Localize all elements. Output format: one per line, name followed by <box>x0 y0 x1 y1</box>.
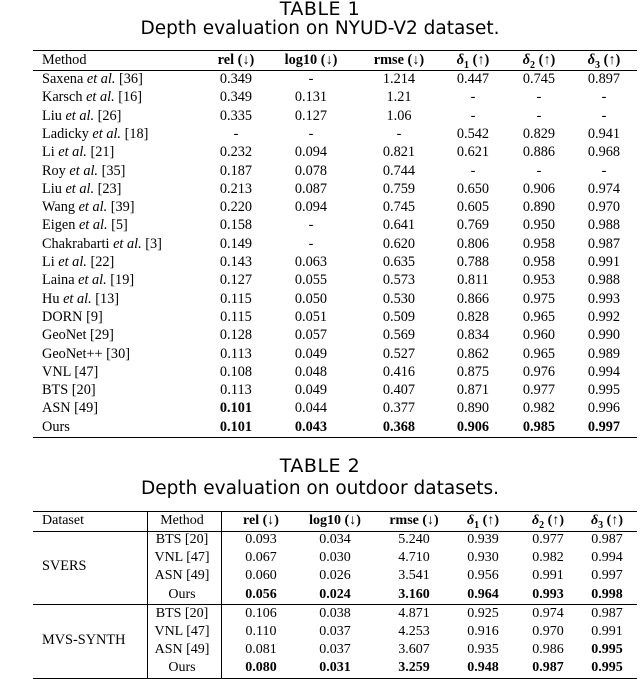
value-cell: 3.160 <box>398 586 430 602</box>
value-cell: 0.988 <box>587 272 621 289</box>
value-cell: - <box>536 162 542 179</box>
value-cell: 0.087 <box>294 180 328 197</box>
value-cell: 0.621 <box>456 144 490 161</box>
value-cell: 0.987 <box>532 660 564 676</box>
value-cell: 0.349 <box>219 89 253 106</box>
value-cell: 0.811 <box>457 272 489 289</box>
value-cell: 4.710 <box>398 550 430 566</box>
table1-row <box>0 162 640 180</box>
value-cell: 0.834 <box>456 327 490 344</box>
value-cell: 0.871 <box>456 382 490 399</box>
value-cell: 0.044 <box>294 400 328 417</box>
value-cell: 0.416 <box>382 363 416 380</box>
value-cell: 0.990 <box>587 327 621 344</box>
table1-caption: Depth evaluation on NYUD-V2 dataset. <box>140 18 500 39</box>
value-cell: 0.127 <box>219 272 253 289</box>
value-cell: 0.093 <box>245 532 277 547</box>
value-cell: 0.038 <box>319 605 351 621</box>
method-cell: Hu et al. [13] <box>42 290 120 307</box>
value-cell: 0.049 <box>294 345 328 362</box>
method-cell: Chakrabarti et al. [3] <box>42 235 162 252</box>
value-cell: 0.862 <box>456 345 490 362</box>
method-cell: BTS [20] <box>42 382 96 399</box>
value-cell: 0.078 <box>294 162 328 179</box>
value-cell: 0.620 <box>382 235 416 252</box>
method-cell: VNL [47] <box>154 624 210 639</box>
value-cell: - <box>308 235 314 252</box>
value-cell: 1.214 <box>382 71 416 87</box>
value-cell: 0.034 <box>319 532 351 547</box>
table2-header-col: $\delta_3$ (↑) <box>591 513 623 531</box>
method-cell: Ladicky et al. [18] <box>42 125 149 142</box>
value-cell: 0.977 <box>532 532 564 547</box>
table2-caption: Depth evaluation on outdoor datasets. <box>141 478 499 499</box>
value-cell: 0.149 <box>219 235 253 252</box>
value-cell: 0.542 <box>456 125 490 142</box>
value-cell: 0.821 <box>382 144 416 161</box>
table2-header-row <box>0 512 640 530</box>
table2-header-col: log10 (↓) <box>309 513 361 528</box>
value-cell: 0.958 <box>522 235 556 252</box>
value-cell: 0.985 <box>522 418 556 435</box>
value-cell: 0.143 <box>219 254 253 270</box>
value-cell: 0.989 <box>587 345 621 362</box>
table2-row <box>0 549 640 567</box>
value-cell: 1.21 <box>386 89 412 106</box>
value-cell: 0.605 <box>456 199 490 216</box>
value-cell: 0.569 <box>382 327 416 344</box>
value-cell: 0.948 <box>467 660 499 676</box>
value-cell: 0.982 <box>522 400 556 417</box>
value-cell: 4.253 <box>398 624 430 639</box>
method-cell: Eigen et al. [5] <box>42 217 128 234</box>
dataset-label: MVS-SYNTH <box>42 632 126 649</box>
table1-header-col: rmse (↓) <box>373 52 425 68</box>
value-cell: 0.043 <box>294 418 328 435</box>
value-cell: 0.769 <box>456 217 490 234</box>
value-cell: 0.232 <box>219 144 253 161</box>
value-cell: 0.158 <box>219 217 253 234</box>
value-cell: 0.997 <box>587 418 621 435</box>
value-cell: 0.939 <box>467 532 499 547</box>
table1-row <box>0 180 640 198</box>
table2-row <box>0 659 640 677</box>
method-cell: BTS [20] <box>155 532 209 547</box>
method-cell: Ours <box>168 660 196 676</box>
value-cell: 0.026 <box>319 568 351 584</box>
value-cell: 0.925 <box>467 605 499 621</box>
table1-header-row <box>0 51 640 69</box>
value-cell: 0.030 <box>319 550 351 566</box>
value-cell: 4.871 <box>398 605 430 621</box>
rule-line <box>33 437 637 438</box>
value-cell: 0.886 <box>522 144 556 161</box>
method-cell: Liu et al. [26] <box>42 107 122 124</box>
value-cell: 0.982 <box>532 550 564 566</box>
value-cell: 0.051 <box>294 308 328 325</box>
method-cell: Karsch et al. [16] <box>42 89 143 106</box>
value-cell: 0.080 <box>245 660 277 676</box>
value-cell: 0.530 <box>382 290 416 307</box>
table1-row <box>0 308 640 326</box>
table1-header-col: log10 (↓) <box>284 52 338 68</box>
value-cell: 0.055 <box>294 272 328 289</box>
value-cell: - <box>308 125 314 142</box>
table2-row <box>0 605 640 623</box>
column-separator <box>221 511 222 679</box>
value-cell: 0.744 <box>382 162 416 179</box>
table1-row <box>0 363 640 381</box>
value-cell: 0.960 <box>522 327 556 344</box>
method-cell: ASN [49] <box>42 400 98 417</box>
table1-row <box>0 107 640 125</box>
method-cell: Saxena et al. [36] <box>42 71 143 87</box>
value-cell: - <box>601 89 607 106</box>
value-cell: 0.987 <box>591 532 623 547</box>
value-cell: 0.890 <box>456 400 490 417</box>
method-cell: GeoNet [29] <box>42 327 114 344</box>
table2-header-method: Method <box>160 513 204 528</box>
value-cell: 0.996 <box>587 400 621 417</box>
table2-row <box>0 586 640 604</box>
table1-header-col: $\delta_3$ (↑) <box>587 52 621 71</box>
value-cell: 0.131 <box>294 89 328 106</box>
value-cell: - <box>308 217 314 234</box>
value-cell: 0.650 <box>456 180 490 197</box>
table1-label: TABLE 1 <box>279 0 361 20</box>
value-cell: 0.788 <box>456 254 490 270</box>
value-cell: 0.407 <box>382 382 416 399</box>
table1-header-col: $\delta_1$ (↑) <box>456 52 490 71</box>
value-cell: 0.745 <box>382 199 416 216</box>
value-cell: 0.916 <box>467 624 499 639</box>
value-cell: 0.958 <box>522 254 556 270</box>
value-cell: 0.994 <box>591 550 623 566</box>
method-cell: Wang et al. [39] <box>42 199 135 216</box>
value-cell: 0.048 <box>294 363 328 380</box>
value-cell: 0.037 <box>319 624 351 639</box>
value-cell: 0.056 <box>245 586 277 602</box>
value-cell: 0.964 <box>467 586 499 602</box>
method-cell: VNL [47] <box>42 363 99 380</box>
value-cell: 0.970 <box>587 199 621 216</box>
value-cell: 0.110 <box>245 624 277 639</box>
value-cell: 0.368 <box>382 418 416 435</box>
value-cell: 0.970 <box>532 624 564 639</box>
value-cell: - <box>536 89 542 106</box>
value-cell: 0.897 <box>587 71 621 87</box>
table2-header-col: rmse (↓) <box>389 513 439 528</box>
value-cell: 0.998 <box>591 586 623 602</box>
value-cell: 0.049 <box>294 382 328 399</box>
method-cell: Roy et al. [35] <box>42 162 126 179</box>
value-cell: 0.866 <box>456 290 490 307</box>
value-cell: 0.977 <box>522 382 556 399</box>
column-separator <box>147 511 148 679</box>
value-cell: - <box>601 162 607 179</box>
value-cell: 0.447 <box>456 71 490 87</box>
method-cell: Li et al. [21] <box>42 144 115 161</box>
value-cell: 0.930 <box>467 550 499 566</box>
value-cell: 0.115 <box>220 290 252 307</box>
value-cell: 0.993 <box>587 290 621 307</box>
value-cell: 0.995 <box>591 642 623 658</box>
value-cell: 0.037 <box>319 642 351 658</box>
table2-header-col: rel (↓) <box>243 513 279 528</box>
value-cell: 0.941 <box>587 125 621 142</box>
value-cell: 0.113 <box>220 382 252 399</box>
value-cell: 0.890 <box>522 199 556 216</box>
value-cell: - <box>601 107 607 124</box>
value-cell: 0.101 <box>219 400 253 417</box>
value-cell: 0.509 <box>382 308 416 325</box>
value-cell: 0.115 <box>220 308 252 325</box>
value-cell: 0.988 <box>587 217 621 234</box>
table1-row <box>0 235 640 253</box>
value-cell: 0.829 <box>522 125 556 142</box>
value-cell: 0.995 <box>591 660 623 676</box>
value-cell: 0.213 <box>219 180 253 197</box>
value-cell: - <box>470 107 476 124</box>
table1-row <box>0 418 640 436</box>
table2-header-dataset: Dataset <box>42 513 84 528</box>
value-cell: 0.987 <box>591 605 623 621</box>
value-cell: 0.991 <box>587 254 621 270</box>
table1-row <box>0 125 640 143</box>
value-cell: 0.950 <box>522 217 556 234</box>
table1-header-method: Method <box>42 52 87 68</box>
value-cell: 0.349 <box>219 71 253 87</box>
table1-row <box>0 216 640 234</box>
value-cell: 0.050 <box>294 290 328 307</box>
method-cell: ASN [49] <box>154 642 210 658</box>
value-cell: 0.641 <box>382 217 416 234</box>
value-cell: 0.992 <box>587 308 621 325</box>
value-cell: 0.828 <box>456 308 490 325</box>
table1-row <box>0 345 640 363</box>
value-cell: 0.106 <box>245 605 277 621</box>
value-cell: 0.573 <box>382 272 416 289</box>
value-cell: 3.259 <box>398 660 430 676</box>
value-cell: 0.991 <box>532 568 564 584</box>
method-cell: GeoNet++ [30] <box>42 345 130 362</box>
table1-row <box>0 198 640 216</box>
value-cell: 0.806 <box>456 235 490 252</box>
value-cell: 3.541 <box>398 568 430 584</box>
value-cell: - <box>470 89 476 106</box>
value-cell: 0.031 <box>319 660 351 676</box>
value-cell: 0.094 <box>294 144 328 161</box>
value-cell: 0.635 <box>382 254 416 270</box>
method-cell: BTS [20] <box>155 605 209 621</box>
value-cell: 0.965 <box>522 345 556 362</box>
value-cell: 0.057 <box>294 327 328 344</box>
table1-row <box>0 290 640 308</box>
value-cell: 0.986 <box>532 642 564 658</box>
method-cell: Ours <box>42 418 70 435</box>
value-cell: 0.377 <box>382 400 416 417</box>
table2-label: TABLE 2 <box>279 455 361 477</box>
value-cell: 0.759 <box>382 180 416 197</box>
value-cell: 0.968 <box>587 144 621 161</box>
table2-row <box>0 567 640 585</box>
value-cell: 0.995 <box>587 382 621 399</box>
table1-header-col: rel (↓) <box>217 52 255 68</box>
value-cell: 0.935 <box>467 642 499 658</box>
value-cell: 0.745 <box>522 71 556 87</box>
dataset-label: SVERS <box>42 558 87 575</box>
method-cell: ASN [49] <box>154 568 210 584</box>
value-cell: 0.987 <box>587 235 621 252</box>
value-cell: 0.875 <box>456 363 490 380</box>
value-cell: 0.976 <box>522 363 556 380</box>
value-cell: 0.081 <box>245 642 277 658</box>
table1-row <box>0 253 640 271</box>
value-cell: 0.113 <box>220 345 252 362</box>
value-cell: 0.127 <box>294 107 328 124</box>
value-cell: 0.993 <box>532 586 564 602</box>
method-cell: Liu et al. [23] <box>42 180 122 197</box>
value-cell: 0.994 <box>587 363 621 380</box>
table1-row <box>0 399 640 417</box>
value-cell: 0.906 <box>456 418 490 435</box>
method-cell: Laina et al. [19] <box>42 272 135 289</box>
method-cell: Ours <box>168 586 196 602</box>
value-cell: 0.094 <box>294 199 328 216</box>
value-cell: 0.128 <box>219 327 253 344</box>
value-cell: - <box>233 125 239 142</box>
table1-header-col: $\delta_2$ (↑) <box>522 52 556 71</box>
value-cell: 0.101 <box>219 418 253 435</box>
value-cell: 1.06 <box>386 107 412 124</box>
value-cell: 0.906 <box>522 180 556 197</box>
value-cell: 0.997 <box>591 568 623 584</box>
method-cell: DORN [9] <box>42 308 103 325</box>
value-cell: 0.965 <box>522 308 556 325</box>
value-cell: 0.187 <box>219 162 253 179</box>
value-cell: 0.953 <box>522 272 556 289</box>
table1-row <box>0 143 640 161</box>
value-cell: 0.335 <box>219 107 253 124</box>
value-cell: 0.527 <box>382 345 416 362</box>
value-cell: 0.974 <box>587 180 621 197</box>
value-cell: 0.974 <box>532 605 564 621</box>
table2-header-col: $\delta_1$ (↑) <box>467 513 499 531</box>
value-cell: 0.067 <box>245 550 277 566</box>
table1-row <box>0 271 640 289</box>
value-cell: - <box>470 162 476 179</box>
value-cell: 0.060 <box>245 568 277 584</box>
value-cell: 0.991 <box>591 624 623 639</box>
value-cell: 0.220 <box>219 199 253 216</box>
table2-header-col: $\delta_2$ (↑) <box>532 513 564 531</box>
value-cell: 3.607 <box>398 642 430 658</box>
value-cell: 0.975 <box>522 290 556 307</box>
method-cell: VNL [47] <box>154 550 210 566</box>
value-cell: 0.956 <box>467 568 499 584</box>
value-cell: 0.108 <box>219 363 253 380</box>
value-cell: - <box>396 125 402 142</box>
value-cell: 5.240 <box>398 532 430 547</box>
method-cell: Li et al. [22] <box>42 254 115 270</box>
table1-row <box>0 70 640 88</box>
table1-row <box>0 88 640 106</box>
table1-row <box>0 326 640 344</box>
value-cell: 0.024 <box>319 586 351 602</box>
value-cell: - <box>536 107 542 124</box>
table1-row <box>0 381 640 399</box>
table2-row <box>0 531 640 549</box>
value-cell: - <box>308 71 314 87</box>
value-cell: 0.063 <box>294 254 328 270</box>
